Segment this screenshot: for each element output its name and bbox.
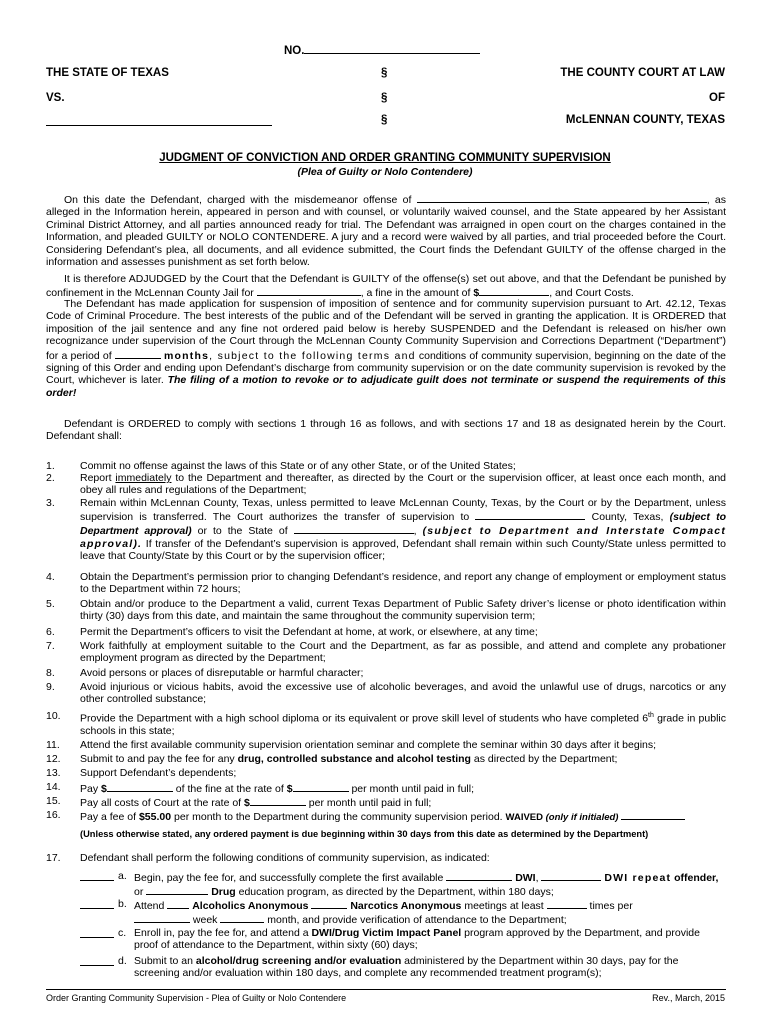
supervision-months-blank[interactable] bbox=[115, 348, 161, 359]
transfer-state-blank[interactable] bbox=[294, 523, 414, 534]
caption-right-2: OF bbox=[709, 92, 725, 104]
offense-blank[interactable] bbox=[417, 192, 707, 203]
p3-text-a: The Defendant has made application for suspension of imposition of sentence and for community supervision pursuant to Art. 42.12, Texas Code of Criminal Procedure. The best interests of the public and of the Defendant will be served in granting the application. It is ORDERED that imposition of the jail sentence and any fine not ordered paid below is hereby SUSPENDED and the Defendant is released on his/her own recognizance under supervision of the Court through the McLennan County Community Supervision and Corrections Department (“Department”) for a period of bbox=[46, 298, 726, 362]
document-title: JUDGMENT OF CONVICTION AND ORDER GRANTING COMMUNITY SUPERVISION bbox=[159, 152, 611, 164]
caption-right-1: THE COUNTY COURT AT LAW bbox=[560, 67, 725, 79]
aa-blank[interactable] bbox=[167, 898, 189, 909]
document-subtitle: (Plea of Guilty or Nolo Contendere) bbox=[297, 166, 473, 178]
footer-right: Rev., March, 2015 bbox=[652, 993, 725, 1003]
section-symbol-1: § bbox=[381, 67, 388, 79]
per-week-blank[interactable] bbox=[134, 912, 190, 923]
caption-right-3: McLENNAN COUNTY, TEXAS bbox=[565, 114, 725, 126]
fine-portion-blank[interactable] bbox=[107, 781, 173, 792]
p1-text-c: as alleged in the Information herein, appeared in person and with counsel, or voluntarily waived counsel, and the State appeared by her Assistant Criminal District Attorney, and all parties announced ready for trial. The Defendant was arraigned in open court on the charges contained in the Information, and pleaded GUILTY or NOLO CONTENDERE. A jury and a record were waived by all parties, and trial proceeded before the Court. Considering Defendant’s plea, all documents, and all evidence submitted, the Court finds the Defendant GUILTY of the offense charged in the information and assesses punishment as set forth below. bbox=[46, 194, 726, 269]
costs-rate-blank[interactable] bbox=[250, 795, 306, 806]
jail-term-blank[interactable] bbox=[257, 285, 361, 296]
drug-program-blank[interactable] bbox=[146, 884, 208, 895]
p3-warning: The filing of a motion to revoke or to adjudicate guilt does not terminate or suspend the requirements of this order! bbox=[46, 374, 726, 399]
p3-text-c: conditions of community supervision, beginning on the date of the signing of this Order and ending upon Defendant’s discharge from community supervision or on the date community supervision is revoked by the Court, whichever is later. bbox=[46, 349, 727, 387]
condition-17c-blank[interactable] bbox=[80, 927, 114, 938]
dwi-blank[interactable] bbox=[446, 870, 512, 881]
caption-left-1: THE STATE OF TEXAS bbox=[46, 67, 169, 79]
defendant-name-blank[interactable] bbox=[46, 125, 272, 126]
footer-rule bbox=[46, 989, 726, 990]
transfer-county-blank[interactable] bbox=[475, 509, 585, 520]
paragraph-adjudged: It is therefore ADJUDGED by the Court that the Defendant is GUILTY of the offense(s) set out above, and that the Defendant be punished by confinement in the McLennan County Jail for , a fine in the amount of $ , and Court Costs. bbox=[46, 273, 726, 300]
p2-text-a: It is therefore ADJUDGED by the Court that the Defendant is GUILTY of the offense(s) set out above, and that the Defendant be punished by confinement in the McLennan County Jail for bbox=[46, 273, 726, 300]
p1-text-a: On this date the Defendant, charged with the misdemeanor offense of bbox=[64, 194, 417, 206]
footer-left: Order Granting Community Supervision - Plea of Guilty or Nolo Contendere bbox=[46, 993, 347, 1003]
payment-note: (Unless otherwise stated, any ordered payment is due beginning within 30 days from this date as determined by the Department) bbox=[80, 829, 649, 839]
paragraph-offense: On this date the Defendant, charged with the misdemeanor offense of , as alleged in the Information herein, appeared in person and with counsel, or voluntarily waived counsel, and the State appeared by her Assistant Criminal District Attorney, and all parties announced ready for trial. The Defendant was arraigned in open court on the charges contained in the Information, and pleaded GUILTY or NOLO CONTENDERE. A jury and a record were waived by all parties, and trial proceeded before the Court. Considering Defendant’s plea, all documents, and all evidence submitted, the Court finds the Defendant GUILTY of the offense charged in the information and assesses punishment as set forth below. bbox=[46, 194, 726, 269]
condition-17a-blank[interactable] bbox=[80, 870, 114, 881]
section-symbol-2: § bbox=[381, 92, 388, 104]
section-symbol-3: § bbox=[381, 114, 388, 126]
condition-17d-blank[interactable] bbox=[80, 955, 114, 966]
case-number-label: NO. bbox=[284, 45, 305, 57]
fee-waived-initials-blank[interactable] bbox=[621, 809, 685, 820]
paragraph-ordered: Defendant is ORDERED to comply with sections 1 through 16 as follows, and with sections 17 and 18 as designated herein by the Court. Defendant shall: bbox=[46, 418, 726, 443]
fine-rate-blank[interactable] bbox=[293, 781, 349, 792]
case-number bbox=[284, 43, 480, 57]
caption-left-2: VS. bbox=[46, 92, 65, 104]
meetings-count-blank[interactable] bbox=[547, 898, 587, 909]
fine-amount-blank[interactable] bbox=[479, 285, 549, 296]
na-blank[interactable] bbox=[311, 898, 347, 909]
dwi-repeat-blank[interactable] bbox=[541, 870, 601, 881]
case-number-blank[interactable] bbox=[304, 43, 480, 54]
paragraph-suspension: The Defendant has made application for suspension of imposition of sentence and for community supervision pursuant to Art. 42.12, Texas Code of Criminal Procedure. The best interests of the public and of the Defendant will be served in granting the application. It is ORDERED that imposition of the jail sentence and any fine not ordered paid below is hereby SUSPENDED and the Defendant is released on his/her own recognizance under supervision of the Court through the McLennan County Community Supervision and Corrections Department (“Department”) for a period of months, subject to the following terms and conditions of community supervision, beginning on the date of the signing of this Order and ending upon Defendant’s discharge from community supervision or on the date community supervision is revoked by the Court, whichever is later. The filing of a motion to revoke or to adjudicate guilt does not terminate or suspend the requirements of this order! bbox=[46, 298, 727, 399]
condition-17b-blank[interactable] bbox=[80, 898, 114, 909]
per-month-blank[interactable] bbox=[220, 912, 264, 923]
